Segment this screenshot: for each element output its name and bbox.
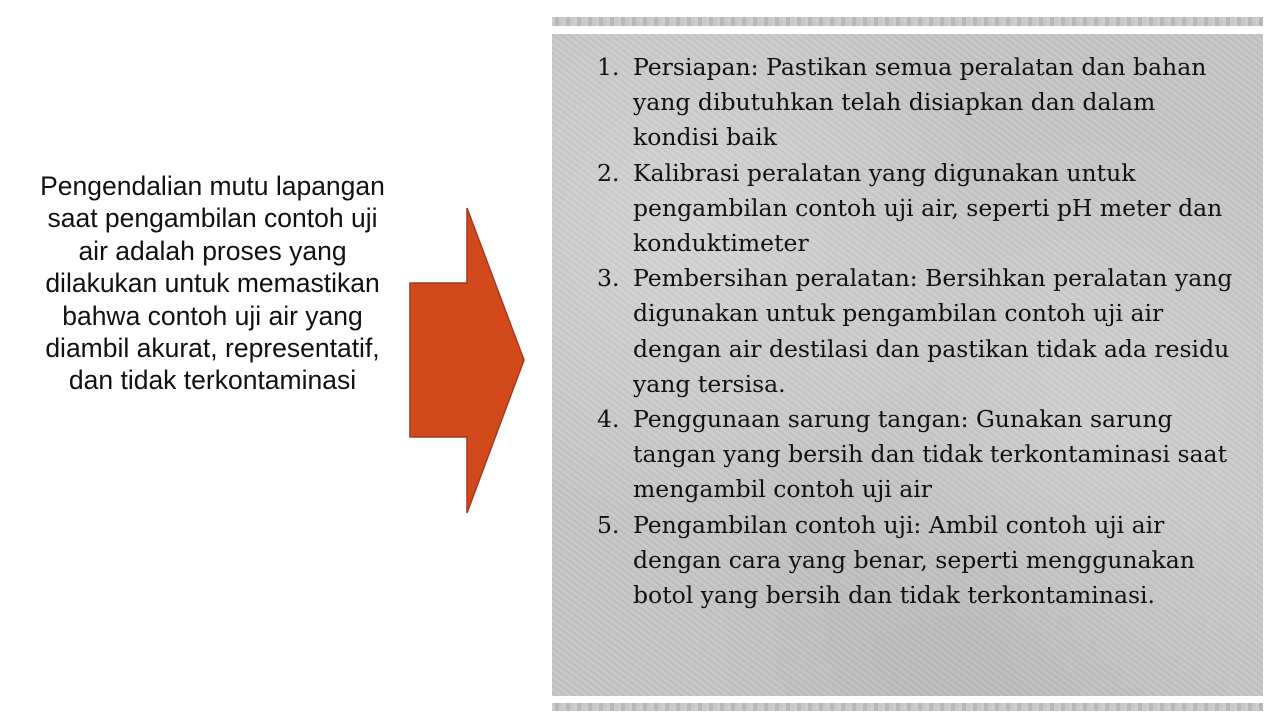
step-number: 3. — [597, 264, 620, 293]
step-text: Kalibrasi peralatan yang digunakan untuk pengambilan contoh uji air, seperti pH meter dan konduktimeter — [633, 158, 1223, 258]
step-number: 1. — [597, 53, 620, 81]
list-item — [597, 508, 1247, 614]
step-text: Pembersihan peralatan: Bersihkan peralatan yang digunakan untuk pengambilan contoh uji air dengan air destilasi dan pastikan tidak ada residu yang tersisa. — [633, 264, 1233, 398]
top-decorative-bar — [552, 17, 1263, 26]
step-text: Pengambilan contoh uji: Ambil contoh uji air dengan cara yang benar, seperti menggunakan botol yang bersih dan tidak terkontaminasi. — [633, 510, 1195, 610]
right-arrow-shape — [408, 205, 528, 517]
bottom-decorative-bar — [552, 703, 1263, 711]
list-item — [597, 50, 1247, 156]
list-item — [597, 402, 1247, 508]
steps-panel — [552, 34, 1263, 696]
list-item — [597, 261, 1247, 402]
steps-list — [597, 50, 1247, 613]
step-number: 4. — [597, 405, 620, 434]
list-item — [597, 156, 1247, 262]
step-number: 2. — [597, 158, 620, 187]
intro-text: Pengendalian mutu lapangan saat pengambilan contoh uji air adalah proses yang dilakukan untuk memastikan bahwa contoh uji air yang diambil akurat, representatif, dan tidak terkontaminasi — [40, 171, 385, 396]
step-number: 5. — [597, 510, 620, 539]
step-text: Persiapan: Pastikan semua peralatan dan bahan yang dibutuhkan telah disiapkan dan dalam kondisi baik — [633, 53, 1207, 152]
step-text: Penggunaan sarung tangan: Gunakan sarung tangan yang bersih dan tidak terkontaminasi saat mengambil contoh uji air — [633, 405, 1228, 504]
